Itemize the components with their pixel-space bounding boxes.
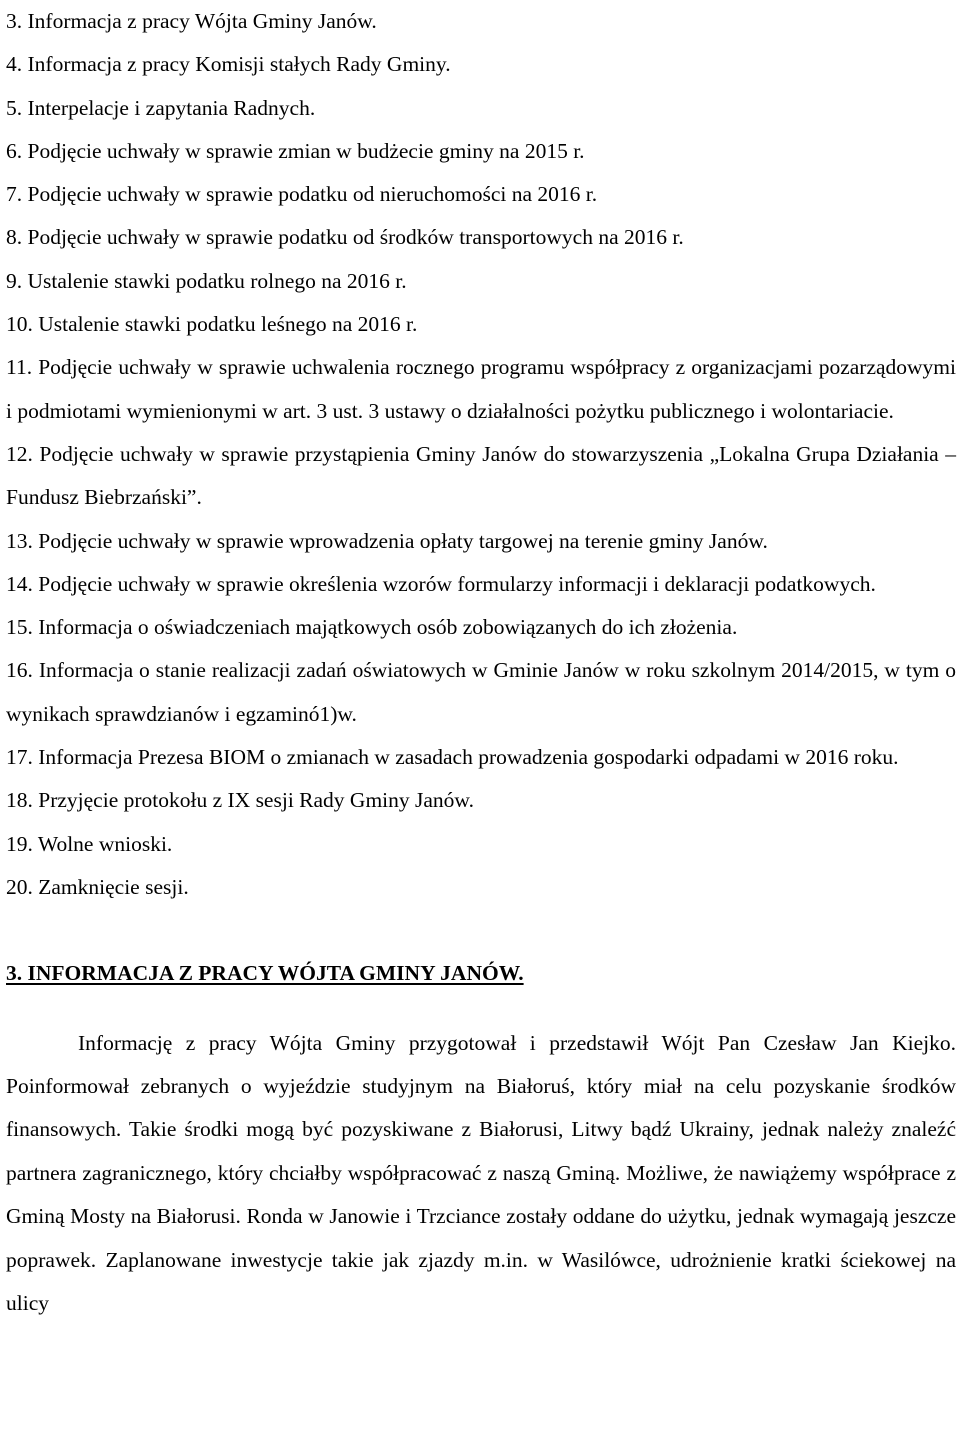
agenda-item-7 — [6, 173, 956, 216]
agenda-item-16 — [6, 649, 956, 736]
agenda-item-text: Przyjęcie protokołu z IX sesji Rady Gminy Janów. — [38, 788, 474, 813]
agenda-item-text: Informacja o oświadczeniach majątkowych osób zobowiązanych do ich złożenia. — [38, 615, 738, 640]
agenda-item-text: Podjęcie uchwały w sprawie przystąpienia Gminy Janów do stowarzyszenia „Lokalna Grupa Działania – Fundusz Biebrzański”. — [6, 441, 957, 510]
blank-line — [6, 909, 956, 952]
agenda-item-3 — [6, 0, 956, 43]
agenda-item-text: Ustalenie stawki podatku rolnego na 2016 r. — [27, 268, 407, 293]
agenda-item-13 — [6, 520, 956, 563]
agenda-item-11 — [6, 346, 956, 433]
agenda-item-number: 17. — [6, 745, 33, 770]
agenda-item-text: Informacja Prezesa BIOM o zmianach w zasadach prowadzenia gospodarki odpadami w 2016 roku. — [38, 745, 899, 770]
agenda-item-number: 11. — [6, 355, 33, 380]
agenda-item-number: 15. — [6, 615, 33, 640]
agenda-item-15 — [6, 606, 956, 649]
agenda-item-20 — [6, 866, 956, 909]
agenda-item-text: Podjęcie uchwały w sprawie podatku od nieruchomości na 2016 r. — [27, 182, 598, 207]
agenda-item-number: 12. — [6, 441, 33, 466]
agenda-item-text: Podjęcie uchwały w sprawie wprowadzenia opłaty targowej na terenie gminy Janów. — [38, 528, 768, 553]
agenda-item-text: Informacja z pracy Komisji stałych Rady Gminy. — [27, 52, 451, 77]
agenda-item-12 — [6, 433, 956, 520]
agenda-item-text: Podjęcie uchwały w sprawie uchwalenia rocznego programu współpracy z organizacjami pozarządowymi i podmiotami wymienionymi w art. 3 ust. 3 ustawy o działalności pożytku publicznego i wolontariacie. — [6, 355, 957, 423]
agenda-item-text: Zamknięcie sesji. — [38, 874, 189, 899]
agenda-item-number: 5. — [6, 95, 23, 120]
agenda-item-text: Podjęcie uchwały w sprawie określenia wzorów formularzy informacji i deklaracji podatkowych. — [38, 571, 876, 596]
agenda-item-number: 13. — [6, 528, 33, 553]
agenda-list — [6, 0, 956, 909]
agenda-item-text: Informacja o stanie realizacji zadań oświatowych w Gminie Janów w roku szkolnym 2014/2015, w tym o wynikach sprawdzianów i egzaminó1)w. — [6, 658, 956, 726]
section-paragraph: Informację z pracy Wójta Gminy przygotował i przedstawił Wójt Pan Czesław Jan Kiejko. Poinformował zebranych o wyjeździe studyjnym na Białoruś, który miał na celu pozyskanie środków finansowych. Takie środki mogą być pozyskiwane z Białorusi, Litwy bądź Ukrainy, jednak należy znaleźć partnera zagranicznego, który chciałby współpracować z naszą Gminą. Możliwe, że nawiążemy współprace z Gminą Mosty na Białorusi. Ronda w Janowie i Trzciance zostały oddane do użytku, jednak wymagają jeszcze poprawek. Zaplanowane inwestycje takie jak zjazdy m.in. w Wasilówce, udrożnienie kratki ściekowej na ulicy — [6, 1030, 956, 1315]
agenda-item-14 — [6, 563, 956, 606]
agenda-item-number: 9. — [6, 268, 23, 293]
agenda-item-number: 10. — [6, 312, 33, 337]
agenda-item-text: Interpelacje i zapytania Radnych. — [27, 95, 316, 120]
agenda-item-10 — [6, 303, 956, 346]
agenda-item-number: 16. — [6, 658, 33, 683]
agenda-item-6 — [6, 130, 956, 173]
agenda-item-9 — [6, 260, 956, 303]
agenda-item-5 — [6, 87, 956, 130]
agenda-item-text: Wolne wnioski. — [37, 831, 173, 856]
document-page — [6, 0, 956, 1325]
agenda-item-text: Informacja z pracy Wójta Gminy Janów. — [27, 9, 377, 33]
section-heading: 3. INFORMACJA Z PRACY WÓJTA GMINY JANÓW. — [6, 961, 524, 986]
agenda-item-number: 20. — [6, 874, 33, 899]
agenda-item-number: 18. — [6, 788, 33, 813]
agenda-item-text: Ustalenie stawki podatku leśnego na 2016 r. — [38, 312, 418, 337]
agenda-item-number: 6. — [6, 138, 23, 163]
agenda-item-8 — [6, 216, 956, 259]
agenda-item-number: 3. — [6, 9, 23, 33]
agenda-item-number: 19. — [6, 831, 33, 856]
agenda-item-text: Podjęcie uchwały w sprawie podatku od środków transportowych na 2016 r. — [27, 225, 684, 250]
blank-line — [6, 996, 956, 1022]
agenda-item-19 — [6, 823, 956, 866]
agenda-item-text: Podjęcie uchwały w sprawie zmian w budżecie gminy na 2015 r. — [27, 138, 585, 163]
agenda-item-number: 8. — [6, 225, 23, 250]
agenda-item-18 — [6, 779, 956, 822]
agenda-item-number: 4. — [6, 52, 23, 77]
agenda-item-number: 7. — [6, 182, 23, 207]
agenda-item-4 — [6, 43, 956, 86]
agenda-item-number: 14. — [6, 571, 33, 596]
agenda-item-17 — [6, 736, 956, 779]
